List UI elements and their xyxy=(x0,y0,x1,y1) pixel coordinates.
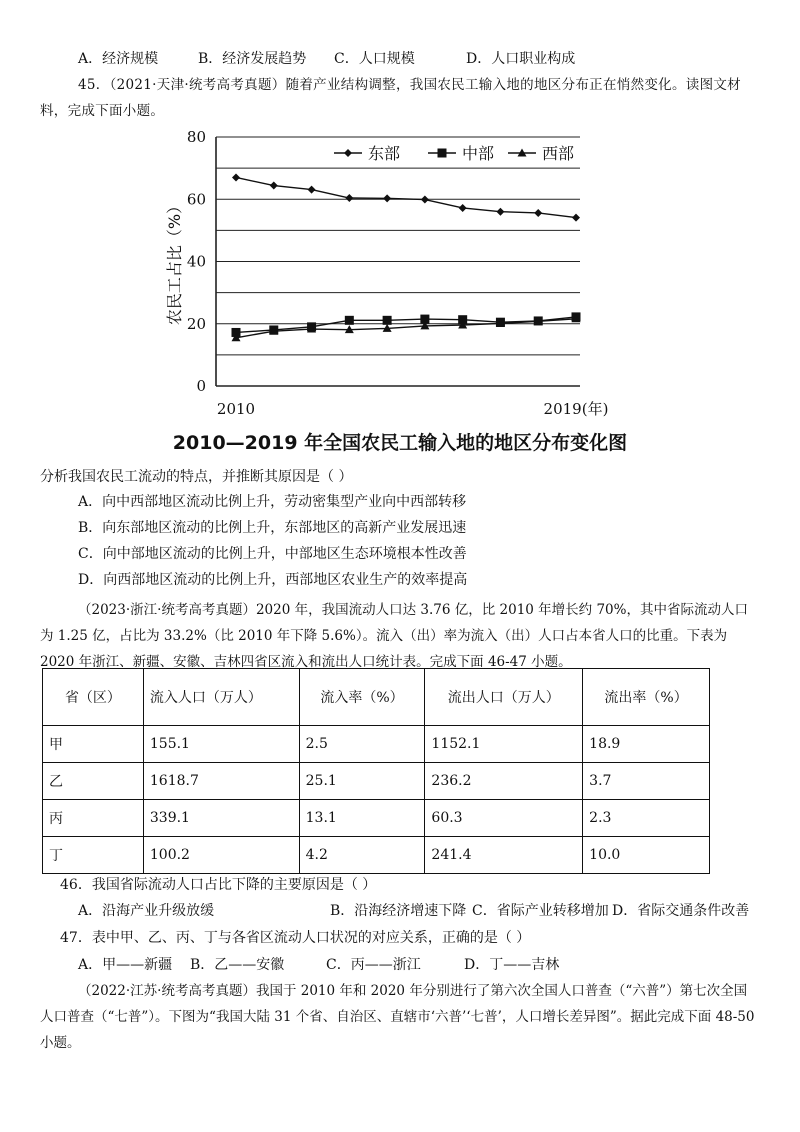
population-flow-table xyxy=(42,668,710,874)
data-point xyxy=(496,208,504,216)
q45-option-c[interactable]: C．向中部地区流动的比例上升，中部地区生态环境根本性改善 xyxy=(78,546,467,562)
q47-option-b[interactable]: B．乙——安徽 xyxy=(190,957,285,973)
data-point xyxy=(345,316,354,325)
q46-option-c[interactable]: C．省际产业转移增加 xyxy=(472,903,609,919)
option-text: 人口规模 xyxy=(358,51,415,67)
cell: 甲 xyxy=(43,726,144,763)
q44-option-c[interactable] xyxy=(334,48,415,68)
header-inflow: 流入人口（万人） xyxy=(143,669,299,726)
data-point xyxy=(344,149,352,157)
data-point xyxy=(459,204,467,212)
data-point xyxy=(421,196,429,204)
option-text: 经济发展趋势 xyxy=(222,51,307,67)
header-outflow: 流出人口（万人） xyxy=(425,669,583,726)
data-point xyxy=(534,209,542,217)
passage-2022: （2022·江苏·统考高考真题）我国于 2010 年和 2020 年分别进行了第六次全国人口普查（“六普”）第七次全国人口普查（“七普”）。下图为“我国大陆 31 个省、自治区、直辖市‘六普’‘七普’，人口增长差异图”。据此完成下面 48-50 小题。 xyxy=(40,983,755,1051)
q46-question: 46．我国省际流动人口占比下降的主要原因是（ ） xyxy=(60,877,377,893)
series-line xyxy=(236,177,576,217)
data-point xyxy=(345,194,353,202)
data-point xyxy=(308,186,316,194)
option-text: 人口职业构成 xyxy=(491,51,576,67)
cell: 13.1 xyxy=(299,800,425,837)
option-label: B． xyxy=(198,51,223,67)
q44-option-d[interactable] xyxy=(466,48,575,68)
cell: 丁 xyxy=(43,837,144,874)
q44-option-a[interactable] xyxy=(78,48,158,68)
q45-question: 分析我国农民工流动的特点，并推断其原因是（ ） xyxy=(40,469,353,485)
cell: 2.3 xyxy=(583,800,710,837)
chart-svg xyxy=(160,122,630,422)
q46-option-b[interactable]: B．沿海经济增速下降 xyxy=(330,903,467,919)
q47-question: 47．表中甲、乙、丙、丁与各省区流动人口状况的对应关系，正确的是（ ） xyxy=(60,930,531,946)
cell: 3.7 xyxy=(583,763,710,800)
legend-label: 西部 xyxy=(542,144,575,163)
q46-option-d[interactable]: D．省际交通条件改善 xyxy=(612,903,750,919)
cell: 60.3 xyxy=(425,800,583,837)
header-outflow-rate: 流出率（%） xyxy=(583,669,710,726)
y-tick-label: 60 xyxy=(186,190,206,209)
passage-2023: （2023·浙江·统考高考真题）2020 年，我国流动人口达 3.76 亿，比 2010 年增长约 70%，其中省际流动人口为 1.25 亿，占比为 33.2%（比 2010 年下降 5.6%）。流入（出）率为流入（出）人口占本省人口的比重。下表为 2020 年浙江、新疆、安徽、吉林四省区流入和流出人口统计表。完成下面 46-47 小题。 xyxy=(40,602,748,670)
y-tick-label: 80 xyxy=(186,128,206,146)
cell: 339.1 xyxy=(143,800,299,837)
data-point xyxy=(438,149,447,158)
q47-option-c[interactable]: C．丙——浙江 xyxy=(326,957,421,973)
cell: 乙 xyxy=(43,763,144,800)
q47-option-d[interactable]: D．丁——吉林 xyxy=(464,957,560,973)
q45-option-d[interactable]: D．向西部地区流动的比例上升，西部地区农业生产的效率提高 xyxy=(78,572,468,588)
cell: 1152.1 xyxy=(425,726,583,763)
cell: 100.2 xyxy=(143,837,299,874)
y-tick-label: 40 xyxy=(186,252,206,271)
data-point xyxy=(383,194,391,202)
q44-option-b[interactable] xyxy=(198,48,306,68)
cell: 4.2 xyxy=(299,837,425,874)
cell: 241.4 xyxy=(425,837,583,874)
q46-option-a[interactable]: A．沿海产业升级放缓 xyxy=(78,903,215,919)
q45-intro: 45．（2021·天津·统考高考真题）随着产业结构调整，我国农民工输入地的地区分布正在悄然变化。读图文材料，完成下面小题。 xyxy=(40,77,741,119)
data-point xyxy=(270,182,278,190)
cell: 2.5 xyxy=(299,726,425,763)
table-row xyxy=(43,763,710,800)
x-tick-label: 2019(年) xyxy=(543,400,609,418)
legend-label: 中部 xyxy=(462,144,495,163)
table-row xyxy=(43,800,710,837)
cell: 18.9 xyxy=(583,726,710,763)
q45-option-a[interactable]: A．向中西部地区流动比例上升，劳动密集型产业向中西部转移 xyxy=(78,494,467,510)
cell: 25.1 xyxy=(299,763,425,800)
cell: 236.2 xyxy=(425,763,583,800)
data-point xyxy=(232,173,240,181)
table-row xyxy=(43,837,710,874)
table-row xyxy=(43,726,710,763)
option-label: A． xyxy=(78,51,103,67)
y-axis-label: 农民工占比（%） xyxy=(165,197,184,326)
option-text: 经济规模 xyxy=(102,51,159,67)
x-tick-label: 2010 xyxy=(216,400,256,418)
y-tick-label: 20 xyxy=(186,314,206,333)
legend-label: 东部 xyxy=(368,144,401,163)
q45-option-b[interactable]: B．向东部地区流动的比例上升，东部地区的高新产业发展迅速 xyxy=(78,520,467,536)
table-header-row xyxy=(43,669,710,726)
line-chart xyxy=(160,122,630,422)
data-point xyxy=(572,214,580,222)
cell: 1618.7 xyxy=(143,763,299,800)
cell: 10.0 xyxy=(583,837,710,874)
option-label: C． xyxy=(334,51,359,67)
cell: 155.1 xyxy=(143,726,299,763)
header-province: 省（区） xyxy=(43,669,144,726)
cell: 丙 xyxy=(43,800,144,837)
y-tick-label: 0 xyxy=(196,377,206,395)
data-point xyxy=(383,316,392,325)
chart-title: 2010—2019 年全国农民工输入地的地区分布变化图 xyxy=(172,432,628,454)
header-inflow-rate: 流入率（%） xyxy=(299,669,425,726)
option-label: D． xyxy=(466,51,492,67)
q47-option-a[interactable]: A．甲——新疆 xyxy=(78,957,173,973)
